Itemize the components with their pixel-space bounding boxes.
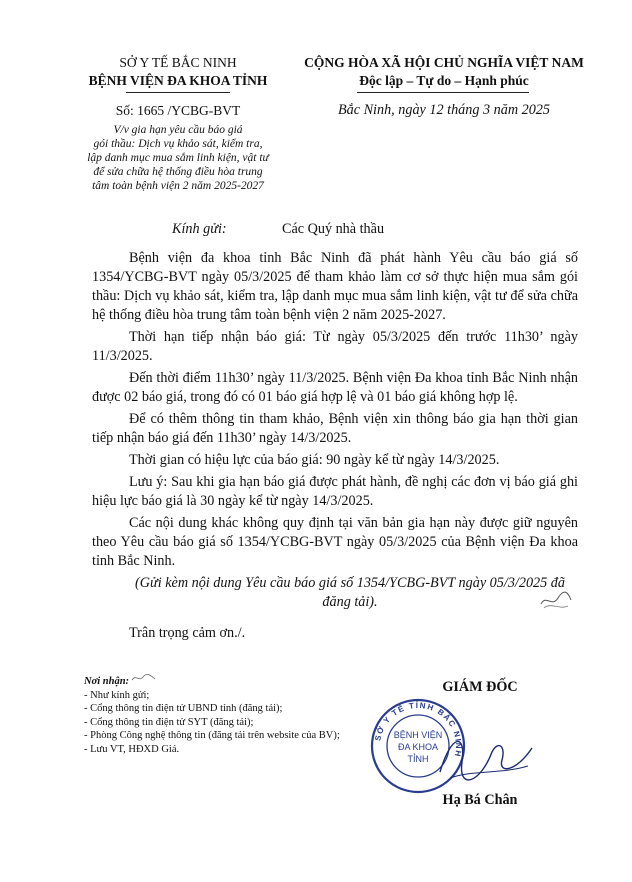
signer-title: GIÁM ĐỐC (442, 679, 518, 695)
greeting-label: Kính gửi: (172, 221, 227, 237)
subject-block (62, 123, 294, 193)
body-paragraph: Thời gian có hiệu lực của báo giá: 90 ngày kể từ ngày 14/3/2025. (129, 452, 500, 468)
body-paragraph: Lưu ý: Sau khi gia hạn báo giá được phát hành, đề nghị các đơn vị báo giá ghi hiệu lực báo giá là 30 ngày kể từ ngày 14/3/2025. (92, 474, 578, 509)
document-date: Bắc Ninh, ngày 12 tháng 3 năm 2025 (337, 102, 550, 118)
recipient-item: - Như kính gửi; (84, 689, 150, 701)
recipient-item: - Cổng thông tin điện tử UBND tỉnh (đăng tải); (84, 703, 283, 714)
right-header (294, 54, 594, 90)
subject-line: để sửa chữa hệ thống điều hòa trung (93, 166, 263, 178)
recipient-item: - Cổng thông tin điện tử SYT (đăng tải); (84, 716, 254, 728)
left-header-rule (126, 92, 230, 93)
letter-body (92, 249, 578, 643)
greeting-recipient: Các Quý nhà thầu (282, 221, 385, 237)
national-motto: Độc lập – Tự do – Hạnh phúc (359, 73, 529, 88)
motto-rule (357, 92, 529, 93)
subject-line: gói thầu: Dịch vụ khảo sát, kiểm tra, (93, 138, 263, 150)
body-paragraph: Để có thêm thông tin tham khảo, Bệnh viện xin thông báo gia hạn thời gian tiếp nhận báo giá đến 11h30’ ngày 14/3/2025. (92, 411, 578, 446)
body-paragraph: Các nội dung khác không quy định tại văn bản gia hạn này được giữ nguyên theo Yêu cầu báo giá số 1354/YCBG-BVT ngày 05/3/2025 của Bệnh viện Đa khoa tỉnh Bắc Ninh. (92, 515, 578, 569)
recipient-item: - Lưu VT, HĐXD Giá. (84, 743, 180, 755)
recipients-label: Nơi nhận: (84, 676, 130, 687)
seal-line: TỈNH (407, 754, 429, 764)
pen-scribble-mark (538, 586, 574, 612)
subject-line: lập danh mục mua sắm linh kiện, vật tư (87, 152, 269, 164)
seal-line: ĐA KHOA (397, 742, 439, 752)
body-paragraph: Đến thời điểm 11h30’ ngày 11/3/2025. Bệnh viện Đa khoa tỉnh Bắc Ninh nhận được 02 báo giá, trong đó có 01 báo giá hợp lệ và 01 báo giá không hợp lệ. (92, 370, 578, 405)
doc-number: Số: 1665 /YCBG-BVT (115, 103, 241, 118)
country-name: CỘNG HÒA XÃ HỘI CHỦ NGHĨA VIỆT NAM (304, 55, 584, 70)
left-header (62, 54, 294, 90)
ministry-name: SỞ Y TẾ BẮC NINH (119, 55, 237, 70)
recipients-block (84, 675, 384, 756)
closing-line: Trân trọng cảm ơn./. (129, 625, 246, 641)
signer-name: Hạ Bá Chân (442, 792, 518, 808)
attachment-note: (Gửi kèm nội dung Yêu cầu báo giá số 1354/YCBG-BVT ngày 05/3/2025 đã đăng tải). (135, 575, 565, 610)
body-paragraph: Bệnh viện đa khoa tỉnh Bắc Ninh đã phát hành Yêu cầu báo giá số 1354/YCBG-BVT ngày 05/3/2025 để tham khảo làm cơ sở thực hiện mua sắm gói thầu: Dịch vụ khảo sát, kiểm tra, lập danh mục mua sắm linh kiện, vật tư để sửa chữa hệ thống điều hòa trung tâm toàn bệnh viện 2 năm 2025-2027. (92, 250, 578, 323)
subject-line: tâm toàn bệnh viện 2 năm 2025-2027 (92, 180, 264, 192)
seal-line: BỆNH VIỆN (393, 730, 443, 740)
seal-ring-text: SỞ Y TẾ TỈNH BẮC NINH (373, 700, 464, 759)
subject-line: V/v gia hạn yêu cầu báo giá (113, 124, 243, 136)
hospital-name: BỆNH VIỆN ĐA KHOA TỈNH (88, 73, 268, 88)
initials-scribble (130, 672, 158, 684)
handwritten-signature (432, 722, 542, 792)
recipient-item: - Phòng Công nghệ thông tin (đăng tải trên website của BV); (84, 730, 340, 741)
body-paragraph: Thời hạn tiếp nhận báo giá: Từ ngày 05/3/2025 đến trước 11h30’ ngày 11/3/2025. (92, 329, 578, 364)
